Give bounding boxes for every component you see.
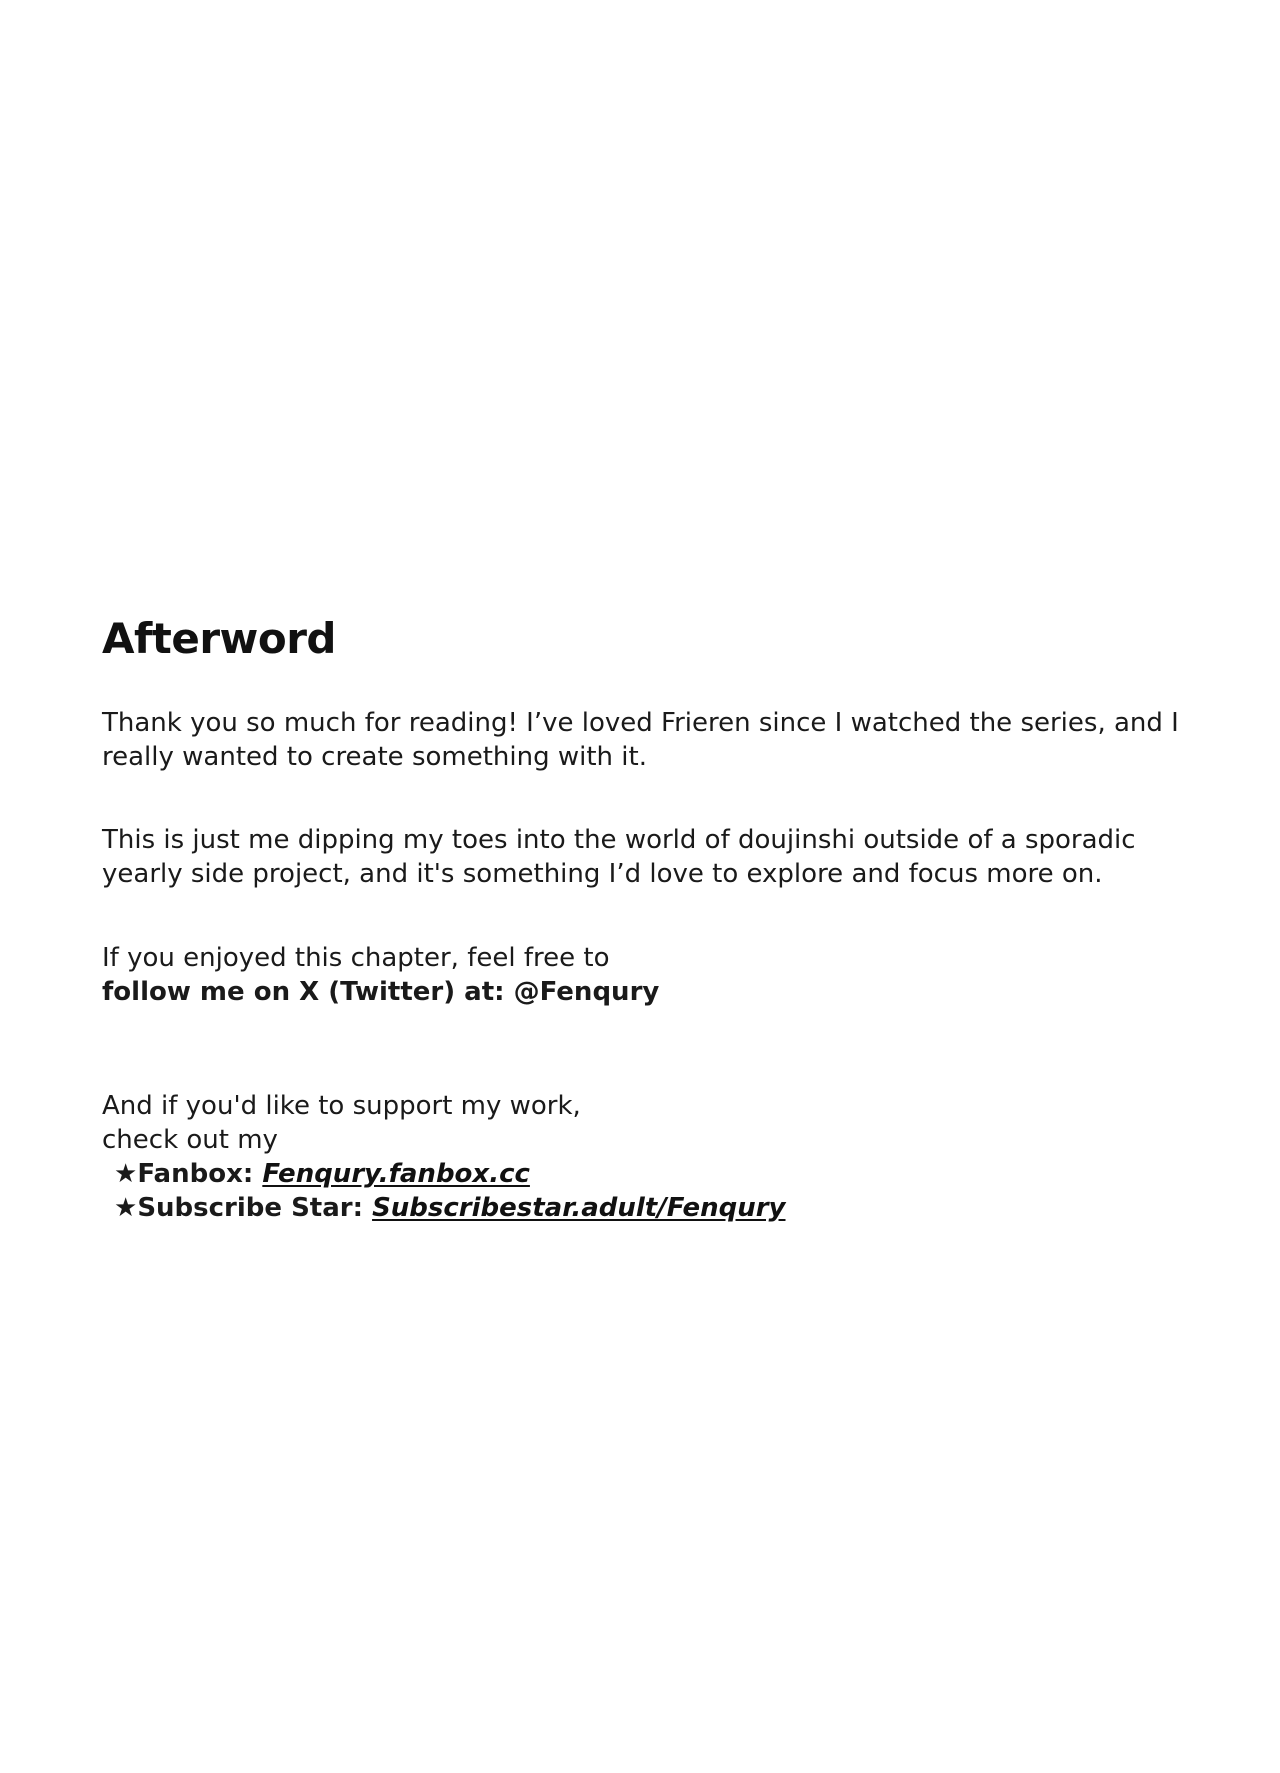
doujinshi-paragraph: [102, 823, 1202, 891]
thank-you-paragraph: [102, 706, 1202, 774]
subscribestar-label: Subscribe Star:: [137, 1193, 373, 1223]
star-icon: ★: [114, 1193, 138, 1223]
thank-you-line-1: Thank you so much for reading! I’ve loved Frieren since I watched the series, and I: [102, 708, 1179, 738]
thank-you-line-2: really wanted to create something with it.: [102, 742, 647, 772]
follow-paragraph: [102, 941, 1202, 1009]
follow-twitter-line: follow me on X (Twitter) at: @Fenqury: [102, 977, 660, 1007]
follow-line-1: If you enjoyed this chapter, feel free to: [102, 943, 610, 973]
doujinshi-line-2: yearly side project, and it's something I’d love to explore and focus more on.: [102, 859, 1103, 889]
support-line-1: And if you'd like to support my work,: [102, 1091, 581, 1121]
fanbox-row: [102, 1157, 1202, 1191]
page-title: Afterword: [102, 614, 336, 663]
doujinshi-line-1: This is just me dipping my toes into the world of doujinshi outside of a sporadic: [102, 825, 1136, 855]
subscribestar-row: [102, 1191, 1202, 1225]
fanbox-link[interactable]: Fenqury.fanbox.cc: [262, 1159, 530, 1189]
support-paragraph: [102, 1089, 1202, 1225]
subscribestar-link[interactable]: Subscribestar.adult/Fenqury: [372, 1193, 786, 1223]
afterword-content: [102, 612, 1202, 1225]
fanbox-label: Fanbox:: [137, 1159, 263, 1189]
star-icon: ★: [114, 1159, 138, 1189]
support-line-2: check out my: [102, 1125, 278, 1155]
